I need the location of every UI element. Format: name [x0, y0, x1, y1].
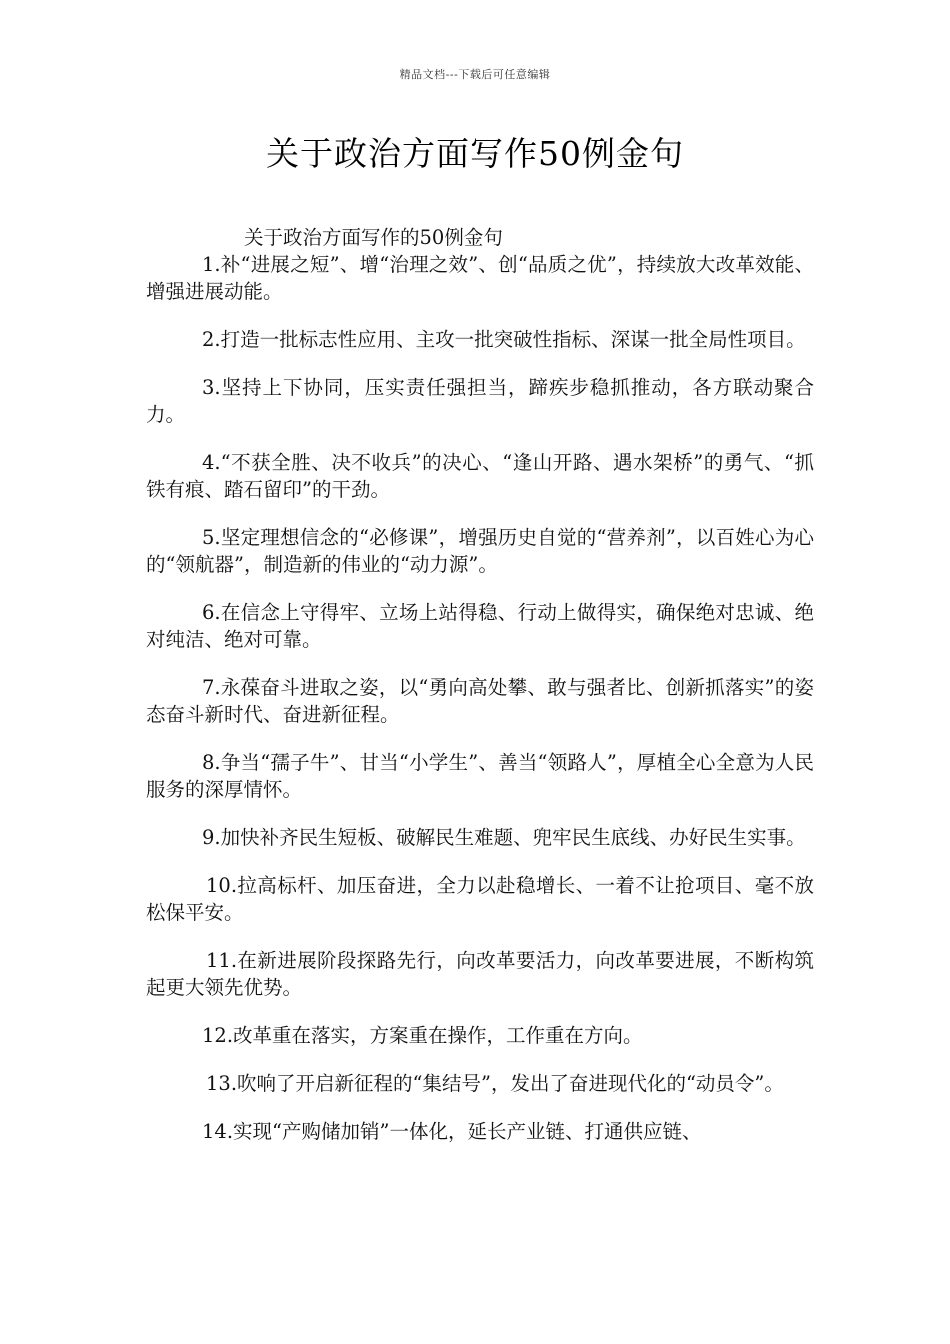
list-item-6: 6.在信念上守得牢、立场上站得稳、行动上做得实，确保绝对忠诚、绝对纯洁、绝对可靠。 [146, 601, 814, 651]
document-body [146, 224, 814, 1166]
list-item-13: 13.吹响了开启新征程的“集结号”，发出了奋进现代化的“动员令”。 [206, 1072, 784, 1095]
document-subtitle: 关于政治方面写作的50例金句 [244, 226, 503, 249]
list-item-11: 11.在新进展阶段探路先行，向改革要活力，向改革要进展，不断构筑起更大领先优势。 [146, 949, 814, 999]
list-item-12: 12.改革重在落实，方案重在操作，工作重在方向。 [202, 1024, 643, 1047]
list-item-10: 10.拉高标杆、加压奋进，全力以赴稳增长、一着不让抢项目、毫不放松保平安。 [146, 874, 814, 924]
list-item-4: 4.“不获全胜、决不收兵”的决心、“逢山开路、遇水架桥”的勇气、“抓铁有痕、踏石留印”的干劲。 [146, 451, 814, 501]
list-item-2: 2.打造一批标志性应用、主攻一批突破性指标、深谋一批全局性项目。 [202, 328, 806, 351]
list-item-14: 14.实现“产购储加销”一体化，延长产业链、打通供应链、 [202, 1120, 702, 1143]
list-item-7: 7.永葆奋斗进取之姿，以“勇向高处攀、敢与强者比、创新抓落实”的姿态奋斗新时代、奋进新征程。 [146, 676, 814, 726]
list-item-1: 1.补“进展之短”、增“治理之效”、创“品质之优”，持续放大改革效能、增强进展动能。 [146, 253, 814, 303]
list-item-8: 8.争当“孺子牛”、甘当“小学生”、善当“领路人”，厚植全心全意为人民服务的深厚情怀。 [146, 751, 814, 801]
list-item-5: 5.坚定理想信念的“必修课”，增强历史自觉的“营养剂”，以百姓心为心的“领航器”，制造新的伟业的“动力源”。 [146, 526, 814, 576]
document-title: 关于政治方面写作50例金句 [266, 134, 684, 173]
page-header-note: 精品文档---下载后可任意编辑 [399, 68, 551, 81]
list-item-9: 9.加快补齐民生短板、破解民生难题、兜牢民生底线、办好民生实事。 [202, 826, 806, 849]
list-item-3: 3.坚持上下协同，压实责任强担当，蹄疾步稳抓推动，各方联动聚合力。 [146, 376, 814, 426]
